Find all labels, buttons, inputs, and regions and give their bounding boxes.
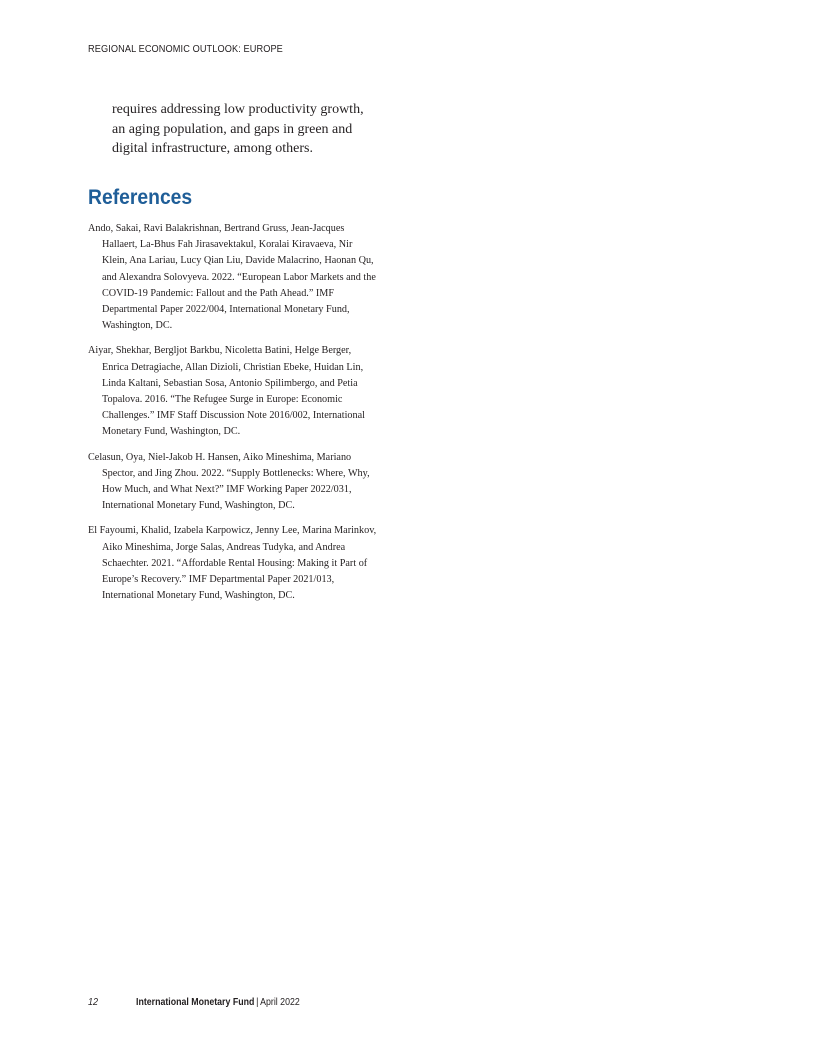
bullet-continuation-text: [112, 100, 392, 159]
running-header-title: REGIONAL ECONOMIC OUTLOOK: EUROPE: [88, 44, 283, 55]
footer-separator: |: [256, 997, 259, 1008]
bullet-line: requires addressing low productivity growth,: [112, 102, 364, 117]
page-number: 12: [88, 997, 99, 1008]
references-heading: References: [88, 186, 193, 209]
reference-entry-celasun: Celasun, Oya, Niel-Jakob H. Hansen, Aiko Mineshima, Mariano Spector, and Jing Zhou. 2022. “Supply Bottlenecks: Where, Why, How Much, and What Next?” IMF Working Paper 2022/031, International Monetary Fund, Washington, DC.: [88, 451, 370, 512]
reference-entry-ando: Ando, Sakai, Ravi Balakrishnan, Bertrand Gruss, Jean-Jacques Hallaert, La-Bhus Fah Jirasavektakul, Koralai Kiravaeva, Nir Klein, Ana Lariau, Lucy Qian Liu, Davide Malacrino, Haonan Qu, and Alexandra Solovyeva. 2022. “European Labor Markets and the COVID-19 Pandemic: Fallout and the Path Ahead.” IMF Departmental Paper 2022/004, International Monetary Fund, Washington, DC.: [88, 223, 376, 332]
bullet-line: an aging population, and gaps in green and: [112, 121, 353, 137]
footer-source: [136, 997, 300, 1008]
reference-entry-aiyar: Aiyar, Shekhar, Bergljot Barkbu, Nicoletta Batini, Helge Berger, Enrica Detragiache, Allan Dizioli, Christian Ebeke, Huidan Lin, Linda Kaltani, Sebastian Sosa, Antonio Spilimbergo, and Petia Topalova. 2016. “The Refugee Surge in Europe: Economic Challenges.” IMF Staff Discussion Note 2016/002, International Monetary Fund, Washington, DC.: [88, 345, 365, 438]
bullet-line: digital infrastructure, among others.: [112, 141, 313, 156]
reference-list: [88, 221, 380, 613]
footer-date: April 2022: [260, 997, 300, 1008]
reference-entry-el-fayoumi: El Fayoumi, Khalid, Izabela Karpowicz, Jenny Lee, Marina Marinkov, Aiko Mineshima, Jorge Salas, Andreas Tudyka, and Andrea Schaechter. 2021. “Affordable Rental Housing: Making it Part of Europe’s Recovery.” IMF Departmental Paper 2021/013, International Monetary Fund, Washington, DC.: [88, 525, 377, 602]
footer-publisher: International Monetary Fund: [136, 997, 255, 1008]
page-footer: [88, 997, 488, 1013]
